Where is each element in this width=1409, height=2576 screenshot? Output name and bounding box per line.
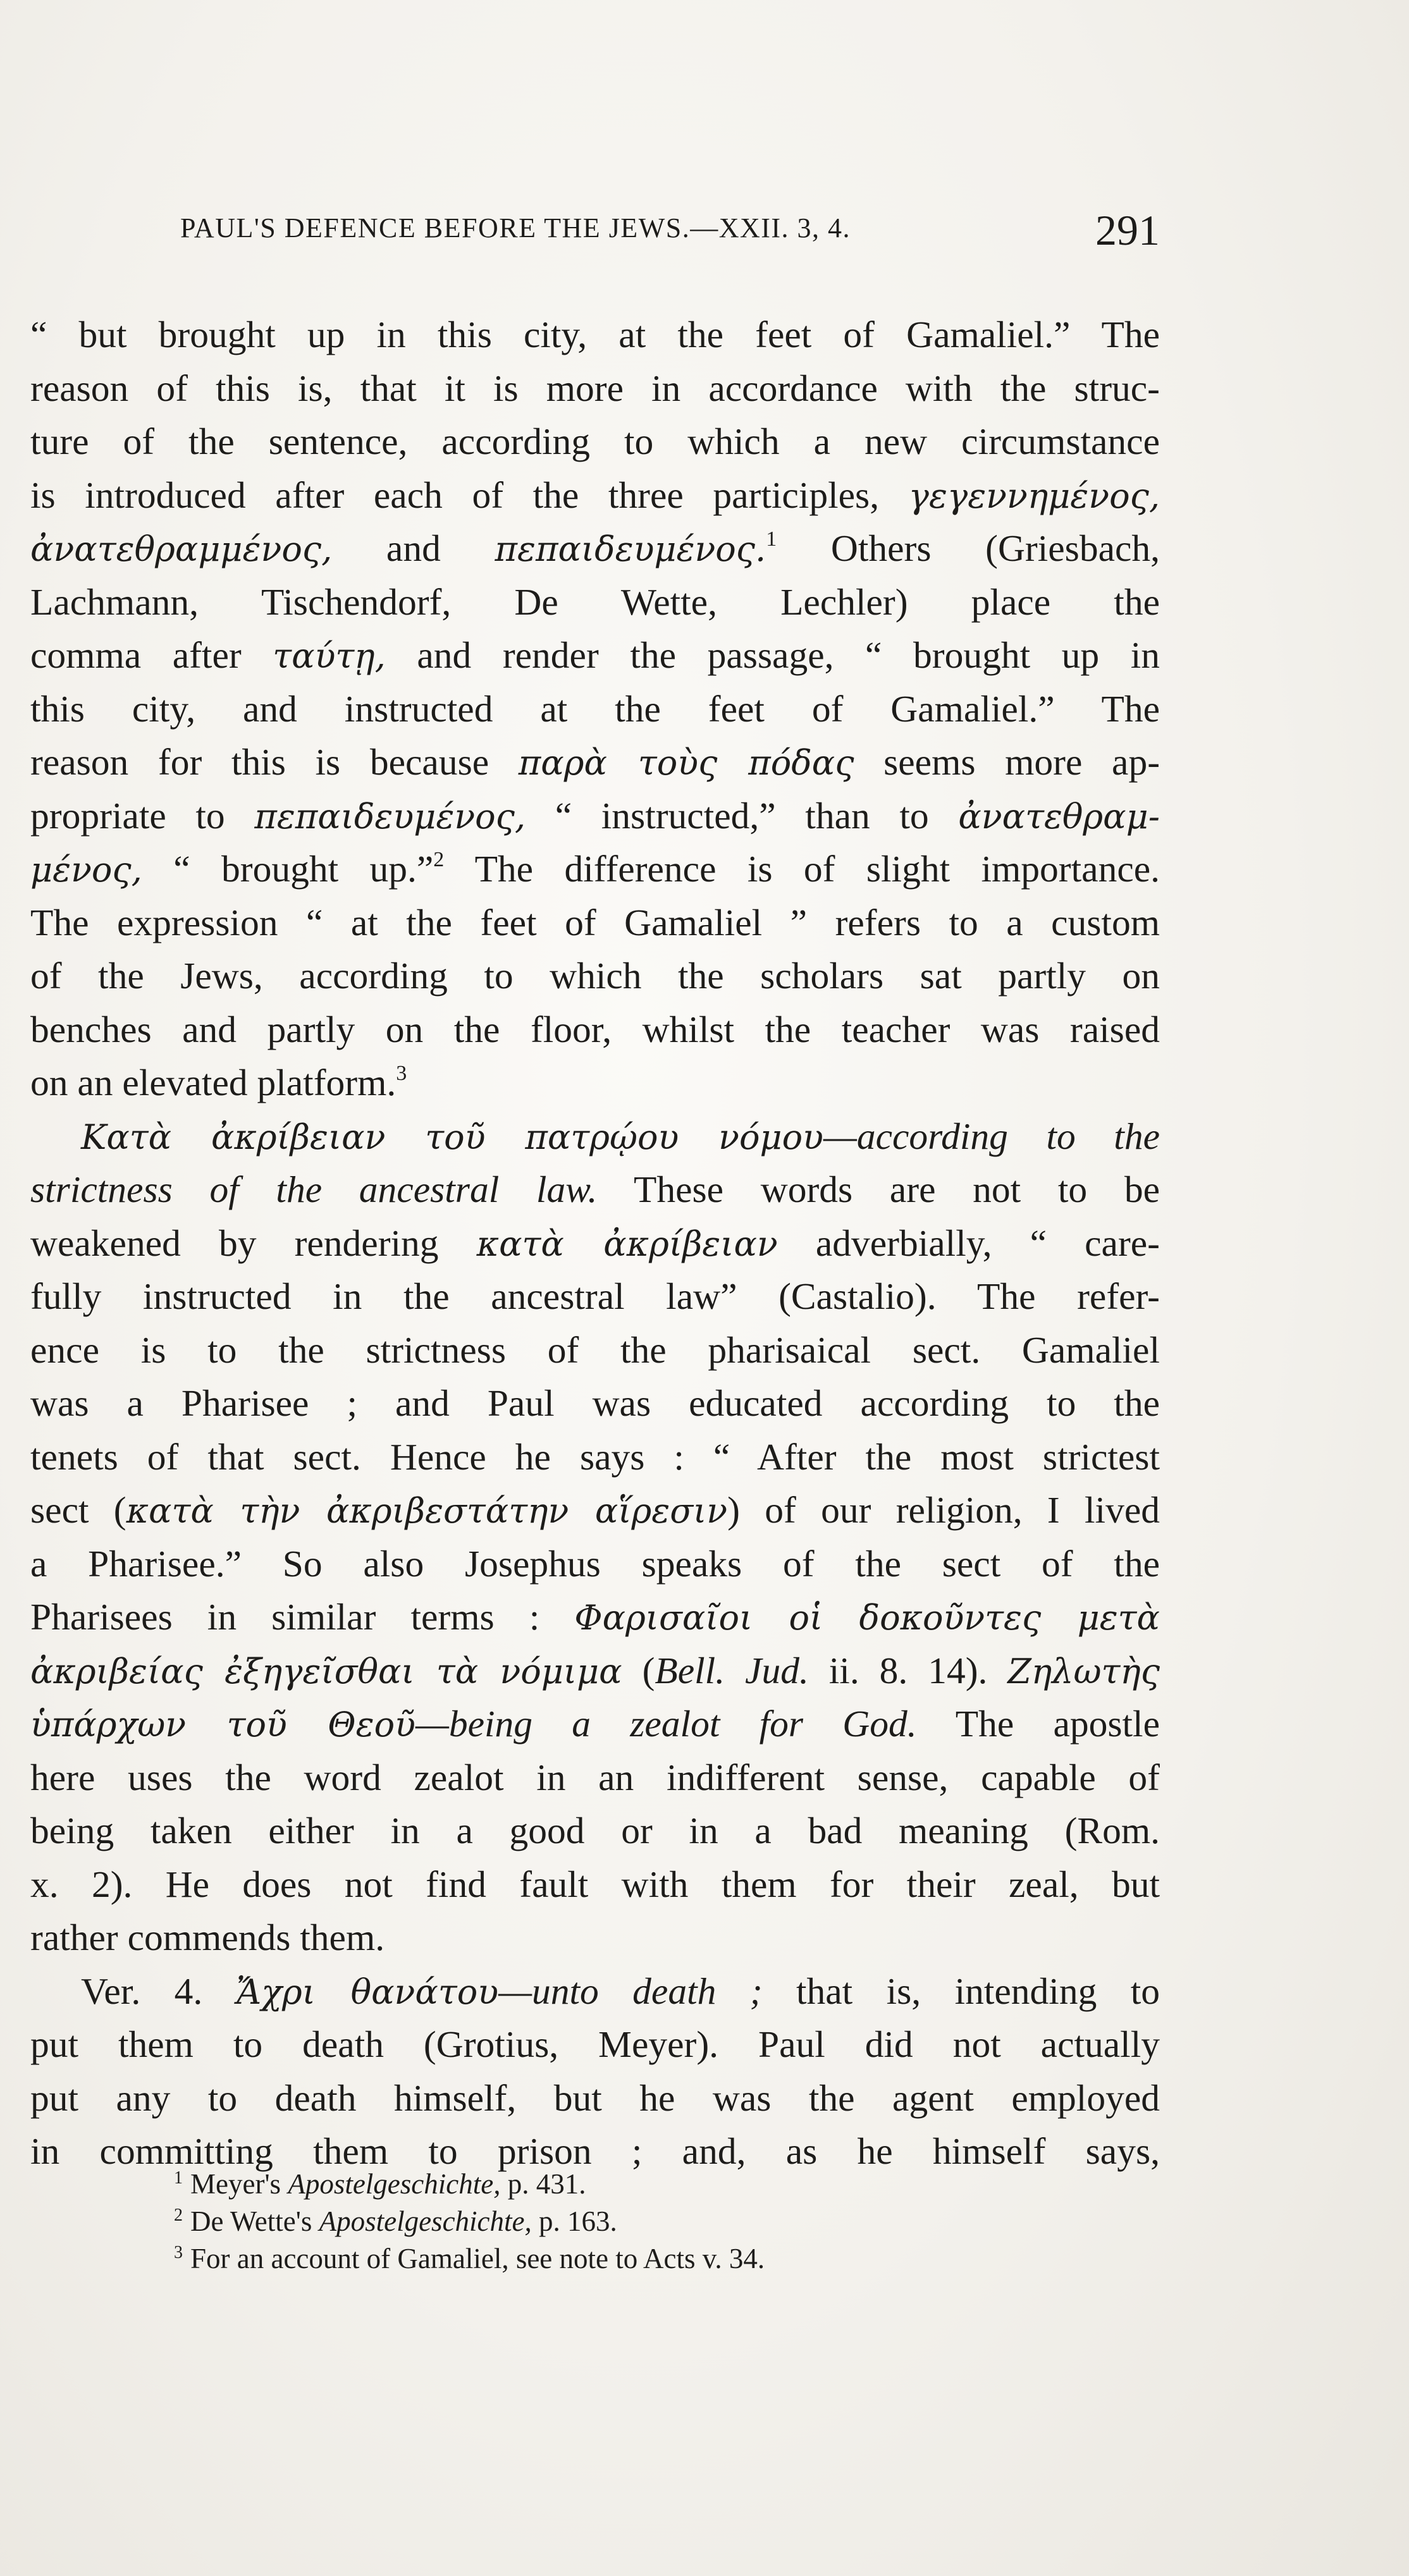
text-line: reason for this is because παρὰ τοὺς πόδας seems more ap-	[30, 741, 1160, 783]
text-line: Ver. 4. Ἄχρι θανάτου—unto death ; that is, intending to	[81, 1970, 1160, 2012]
text-line: “ but brought up in this city, at the feet of Gamaliel.” The	[30, 314, 1160, 355]
footnote-ref: 2	[433, 848, 445, 871]
text-line: here uses the word zealot in an indifferent sense, capable of	[30, 1756, 1160, 1798]
page-number: 291	[1095, 206, 1160, 254]
text-line: in committing them to prison ; and, as he himself says,	[30, 2130, 1160, 2172]
text-line: ὑπάρχων τοῦ Θεοῦ—being a zealot for God. The apostle	[30, 1703, 1160, 1745]
text-line: μένος, “ brought up.”$^2$ The difference is of slight importance.	[30, 848, 1160, 890]
text-line: benches and partly on the floor, whilst the teacher was raised	[30, 1008, 1160, 1050]
text-line: was a Pharisee ; and Paul was educated according to the	[30, 1382, 1160, 1424]
text-line: The expression “ at the feet of Gamaliel ” refers to a custom	[30, 901, 1160, 943]
text-line: Pharisees in similar terms : Φαρισαῖοι οἱ δοκοῦντες μετὰ	[30, 1596, 1160, 1638]
footnote: $^1$ Meyer's Apostelgeschichte, p. 431.	[174, 2168, 586, 2200]
text-line: Lachmann, Tischendorf, De Wette, Lechler) place the	[30, 580, 1160, 623]
text-line: fully instructed in the ancestral law” (Castalio). The refer-	[30, 1275, 1160, 1317]
text-line: ἀκριβείας ἐξηγεῖσθαι τὰ νόμιμα (Bell. Jud. ii. 8. 14). Ζηλωτὴς	[30, 1649, 1160, 1691]
text-line: rather commends them.	[30, 1917, 385, 1958]
text-line: this city, and instructed at the feet of Gamaliel.” The	[30, 687, 1160, 730]
text-line: weakened by rendering κατὰ ἀκρίβειαν adverbially, “ care-	[30, 1222, 1160, 1264]
running-title: PAUL'S DEFENCE BEFORE THE JEWS.—XXII. 3, 4.	[180, 212, 851, 243]
text-line: ture of the sentence, according to which a new circumstance	[30, 420, 1160, 462]
text-line: being taken either in a good or in a bad meaning (Rom.	[30, 1810, 1160, 1851]
text-line: a Pharisee.” So also Josephus speaks of the sect of the	[30, 1542, 1160, 1585]
footnote-ref: 1	[766, 527, 777, 551]
text-line: on an elevated platform.$^3$	[30, 1062, 407, 1103]
footnotes	[174, 2166, 1186, 2278]
text-line: ἀνατεθραμμένος, and πεπαιδευμένος.$^1$ Others (Griesbach,	[30, 527, 1160, 569]
text-line: of the Jews, according to which the scholars sat partly on	[30, 955, 1160, 997]
text-line: ence is to the strictness of the pharisaical sect. Gamaliel	[30, 1328, 1160, 1371]
body-text	[30, 308, 1160, 2178]
text-line: strictness of the ancestral law. These words are not to be	[30, 1168, 1160, 1210]
text-line: x. 2). He does not find fault with them for their zeal, but	[30, 1863, 1160, 1905]
text-line: Κατὰ ἀκρίβειαν τοῦ πατρῴου νόμου—according to the	[81, 1115, 1160, 1157]
text-line: sect (κατὰ τὴν ἀκριβεστάτην αἵρεσιν) of our religion, I lived	[30, 1489, 1160, 1531]
text-line: put them to death (Grotius, Meyer). Paul did not actually	[30, 2023, 1160, 2065]
text-line: is introduced after each of the three participles, γεγεννημένος,	[30, 474, 1160, 516]
running-head	[30, 205, 1160, 256]
text-line: put any to death himself, but he was the agent employed	[30, 2076, 1160, 2119]
text-line: tenets of that sect. Hence he says : “ After the most strictest	[30, 1435, 1160, 1478]
footnote: $^3$ For an account of Gamaliel, see note to Acts v. 34.	[174, 2243, 765, 2274]
text-line: comma after ταύτῃ, and render the passage, “ brought up in	[30, 634, 1160, 676]
footnote: $^2$ De Wette's Apostelgeschichte, p. 163.	[174, 2205, 617, 2237]
text-line: propriate to πεπαιδευμένος, “ instructed,” than to ἀνατεθραμ-	[30, 794, 1160, 837]
footnote-ref: 3	[396, 1062, 407, 1085]
text-line: reason of this is, that it is more in accordance with the struc-	[30, 367, 1160, 409]
